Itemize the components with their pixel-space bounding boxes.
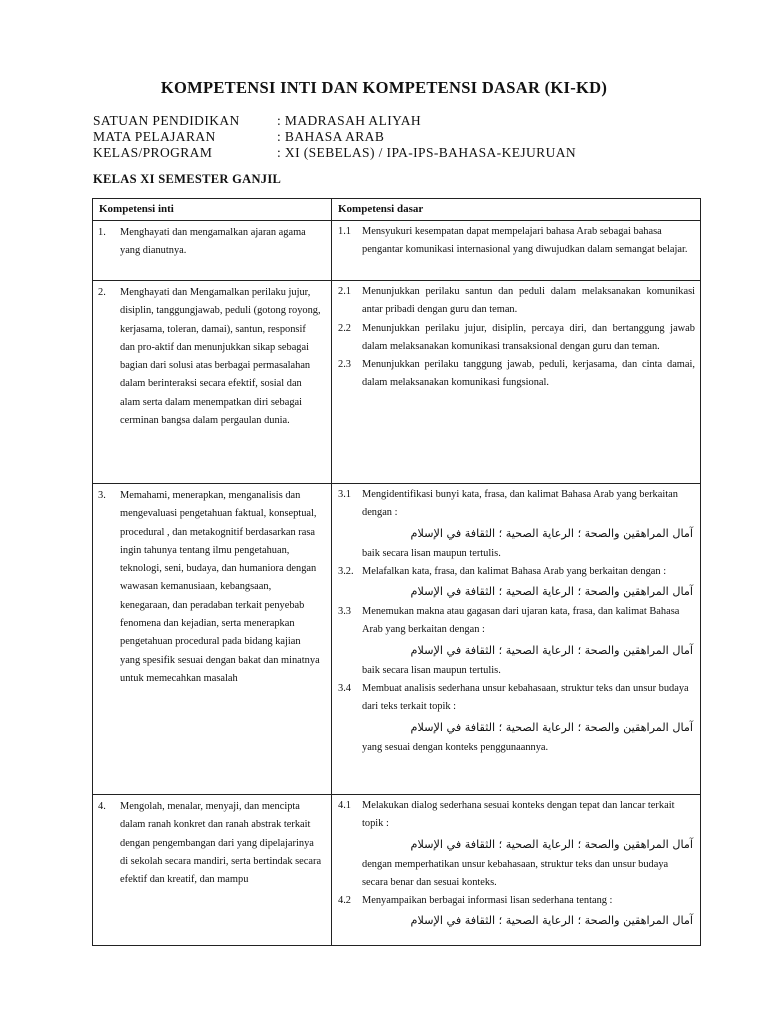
- header-kompetensi-dasar: Kompetensi dasar: [332, 199, 701, 221]
- kd-item: [338, 283, 695, 320]
- arabic-topic: آمال المراهقين والصحة ؛ الرعاية الصحية ؛ الثقافة في الإسلام: [410, 837, 693, 851]
- ki-text: Mengolah, menalar, menyaji, dan mencipta dalam ranah konkret dan ranah abstrak terkait dengan pengembangan dari yang dipelajarinya di sekolah secara mandiri, serta bertindak secara efektif dan kreatif, dan mampu: [120, 801, 322, 886]
- kd-number: 3.3: [338, 606, 351, 618]
- table-row: [93, 795, 701, 946]
- ki-cell: [93, 484, 332, 795]
- kd-item: [338, 486, 695, 523]
- kd-text: Mensyukuri kesempatan dapat mempelajari bahasa Arab sebagai bahasa pengantar komunikasi internasional yang diwujudkan dalam semangat belajar.: [362, 226, 688, 256]
- kd-cell: [332, 484, 701, 795]
- kd-number: 4.2: [338, 895, 351, 907]
- kd-cell: [332, 221, 701, 281]
- kd-number: 3.1: [338, 489, 351, 500]
- ki-cell: [93, 795, 332, 946]
- kd-followup: baik secara lisan maupun tertulis.: [362, 664, 501, 676]
- kd-text: Menemukan makna atau gagasan dari ujaran kata, frasa, dan kalimat Bahasa Arab yang berkaitan dengan :: [362, 606, 680, 636]
- kd-number: 4.1: [338, 800, 351, 811]
- meta-value: : XI (SEBELAS) / IPA-IPS-BAHASA-KEJURUAN: [277, 145, 577, 160]
- arabic-topic: آمال المراهقين والصحة ؛ الرعاية الصحية ؛ الثقافة في الإسلام: [410, 585, 693, 599]
- kd-text: Membuat analisis sederhana unsur kebahasaan, struktur teks dan unsur budaya dari teks terkait topik :: [362, 683, 689, 713]
- kd-number: 2.2: [338, 322, 351, 334]
- ki-text: Memahami, menerapkan, menganalisis dan mengevaluasi pengetahuan faktual, konseptual, procedural , dan metakognitif berdasarkan rasa ingin tahunya tentang ilmu pengetahuan, teknologi, seni, budaya, dan humaniora dengan wawasan kemanusiaan, kebangsaan, kenegaraan, dan peradaban terkait penyebab fenomena dan kejadian, serta menerapkan pengetahuan procedural pada bidang kajian yang spesifik sesuai dengan bakat dan minatnya untuk memecahkan masalah: [120, 490, 320, 684]
- document-meta: [93, 113, 576, 161]
- kd-number: 2.3: [338, 359, 351, 371]
- document-title: KOMPETENSI INTI DAN KOMPETENSI DASAR (KI-KD): [160, 78, 608, 97]
- kd-number: 2.1: [338, 286, 351, 297]
- kd-item: [338, 603, 695, 640]
- arabic-topic: آمال المراهقين والصحة ؛ الرعاية الصحية ؛ الثقافة في الإسلام: [410, 643, 693, 657]
- meta-key: SATUAN PENDIDIKAN: [93, 113, 240, 128]
- arabic-topic: آمال المراهقين والصحة ؛ الرعاية الصحية ؛ الثقافة في الإسلام: [410, 914, 693, 928]
- kd-number: 3.2.: [338, 565, 354, 577]
- kd-text: Menunjukkan perilaku santun dan peduli dalam melaksanakan komunikasi antar pribadi dengan guru dan teman.: [362, 286, 695, 316]
- kd-item: [338, 680, 695, 717]
- kd-item: [338, 797, 695, 834]
- meta-key: KELAS/PROGRAM: [93, 145, 213, 160]
- kd-text: Menunjukkan perilaku jujur, disiplin, percaya diri, dan bertanggung jawab dalam melaksanakan komunikasi transaksional dengan guru dan teman.: [362, 322, 695, 352]
- ki-number: 3.: [98, 490, 106, 501]
- table-row: [93, 221, 701, 281]
- kd-text: Menyampaikan berbagai informasi lisan sederhana tentang :: [362, 895, 613, 907]
- kd-text: Menunjukkan perilaku tanggung jawab, peduli, kerjasama, dan cinta damai, dalam melaksanakan komunikasi fungsional.: [362, 359, 695, 389]
- meta-key: MATA PELAJARAN: [93, 129, 216, 144]
- table-header-row: [93, 199, 701, 221]
- ki-cell: [93, 281, 332, 484]
- kd-text: Melafalkan kata, frasa, dan kalimat Bahasa Arab yang berkaitan dengan :: [362, 565, 667, 577]
- kd-number: 3.4: [338, 683, 351, 695]
- arabic-topic: آمال المراهقين والصحة ؛ الرعاية الصحية ؛ الثقافة في الإسلام: [410, 720, 693, 734]
- kd-item: [338, 356, 695, 393]
- meta-row-kelas: [93, 145, 576, 161]
- kd-item: [338, 892, 695, 910]
- meta-value: : MADRASAH ALIYAH: [277, 113, 422, 128]
- arabic-topic: آمال المراهقين والصحة ؛ الرعاية الصحية ؛ الثقافة في الإسلام: [410, 526, 693, 540]
- kd-text: Mengidentifikasi bunyi kata, frasa, dan kalimat Bahasa Arab yang berkaitan dengan :: [362, 489, 678, 519]
- meta-row-satuan: [93, 113, 576, 129]
- ki-number: 2.: [98, 287, 106, 298]
- kd-cell: [332, 795, 701, 946]
- ki-cell: [93, 221, 332, 281]
- meta-row-mapel: [93, 129, 576, 145]
- header-kompetensi-inti: Kompetensi inti: [93, 199, 332, 221]
- meta-value: : BAHASA ARAB: [277, 129, 385, 144]
- table-row: [93, 484, 701, 795]
- kd-followup: baik secara lisan maupun tertulis.: [362, 547, 501, 559]
- ki-number: 4.: [98, 801, 106, 812]
- kd-item: [338, 223, 695, 260]
- kd-text: Melakukan dialog sederhana sesuai konteks dengan tepat dan lancar terkait topik :: [362, 800, 675, 830]
- section-title: KELAS XI SEMESTER GANJIL: [93, 172, 282, 186]
- ki-kd-table: [92, 198, 701, 946]
- kd-number: 1.1: [338, 226, 351, 237]
- kd-item: [338, 563, 695, 581]
- table-row: [93, 281, 701, 484]
- kd-item: [338, 320, 695, 357]
- kd-followup: dengan memperhatikan unsur kebahasaan, struktur teks dan unsur budaya secara benar dan sesuai konteks.: [362, 858, 669, 888]
- kd-cell: [332, 281, 701, 484]
- ki-number: 1.: [98, 227, 106, 238]
- ki-text: Menghayati dan mengamalkan ajaran agama yang dianutnya.: [120, 227, 306, 257]
- kd-followup: yang sesuai dengan konteks penggunaannya.: [362, 741, 549, 753]
- ki-text: Menghayati dan Mengamalkan perilaku jujur, disiplin, tanggungjawab, peduli (gotong royong, kerjasama, toleran, damai), santun, responsif dan pro-aktif dan menunjukkan sikap sebagai bagian dari solusi atas berbagai permasalahan dalam berinteraksi secara efektif, sosial dan alam serta dalam menempatkan diri sebagai cerminan bangsa dalam pergaulan dunia.: [120, 287, 321, 427]
